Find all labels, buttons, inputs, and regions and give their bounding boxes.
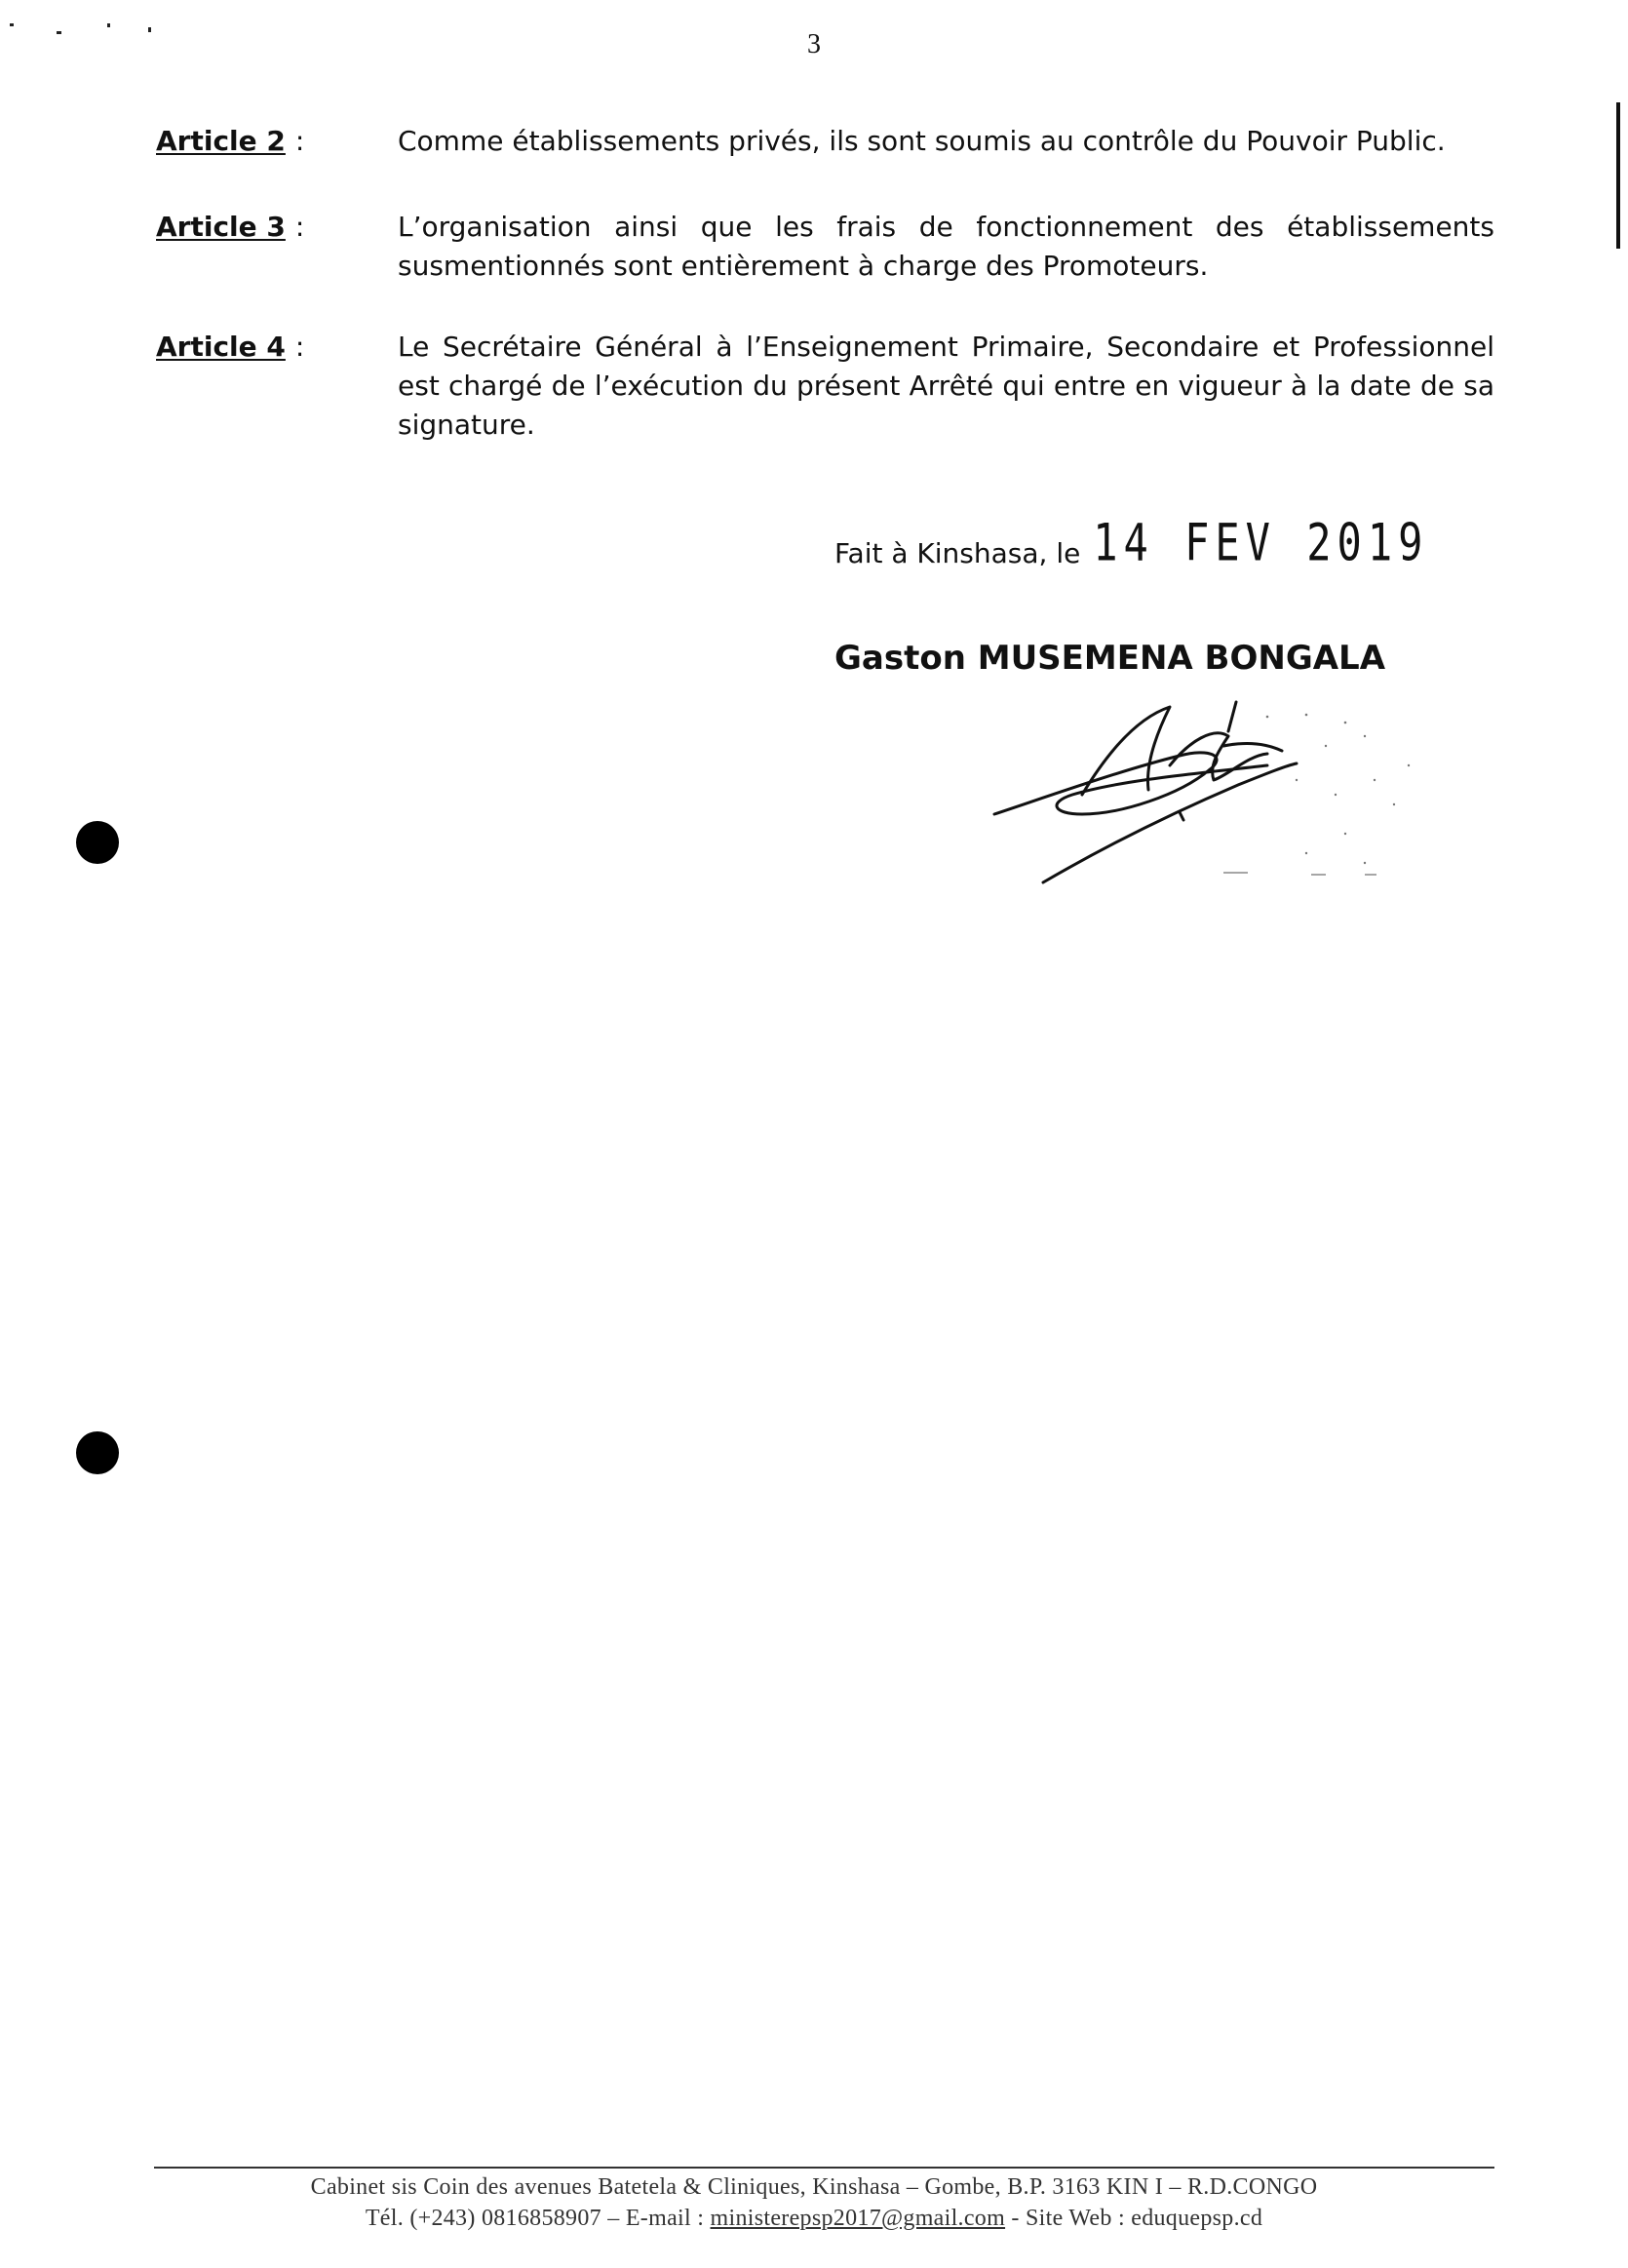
article-2-text: Comme établissements privés, ils sont soumis au contrôle du Pouvoir Public. (398, 125, 1446, 157)
article-3-text: L’organisation ainsi que les frais de fonctionnement des établissements susmentionnés sont entièrement à charge des Promoteurs. (398, 211, 1494, 282)
scan-mark (107, 23, 110, 27)
footer-email-link[interactable]: ministerepsp2017@gmail.com (710, 2206, 1006, 2231)
page-number: 3 (807, 29, 821, 59)
scan-mark (10, 23, 14, 26)
article-4-text: Le Secrétaire Général à l’Enseignement Primaire, Secondaire et Professionnel est chargé de l’exécution du présent Arrêté qui entre en vigueur à la date de sa signature. (398, 331, 1494, 441)
signature-icon (975, 687, 1433, 912)
article-label-text: Article 3 (156, 211, 286, 243)
article-2-label (156, 125, 304, 157)
punch-hole (76, 1431, 119, 1474)
article-colon: : (294, 331, 305, 363)
footer-contact (0, 2206, 1628, 2232)
footer-phone: Tél. (+243) 0816858907 – E-mail : (365, 2206, 705, 2231)
article-colon: : (294, 125, 305, 157)
footer-divider (154, 2167, 1494, 2169)
footer-address: Cabinet sis Coin des avenues Batetela & Cliniques, Kinshasa – Gombe, B.P. 3163 KIN I – R.D.CONGO (310, 2174, 1318, 2200)
signatory-name: Gaston MUSEMENA BONGALA (834, 639, 1386, 678)
article-label-text: Article 4 (156, 331, 286, 363)
place-and-date (834, 512, 1429, 572)
footer-website: - Site Web : eduquepsp.cd (1011, 2206, 1263, 2231)
article-label-text: Article 2 (156, 125, 286, 157)
article-4-label (156, 331, 304, 363)
page-edge-mark (1616, 102, 1620, 249)
article-colon: : (294, 211, 305, 243)
place-prefix: Fait à Kinshasa, le (834, 537, 1081, 569)
date-stamp: 14 FEV 2019 (1093, 512, 1429, 572)
punch-hole (76, 821, 119, 864)
article-3-label (156, 211, 304, 243)
